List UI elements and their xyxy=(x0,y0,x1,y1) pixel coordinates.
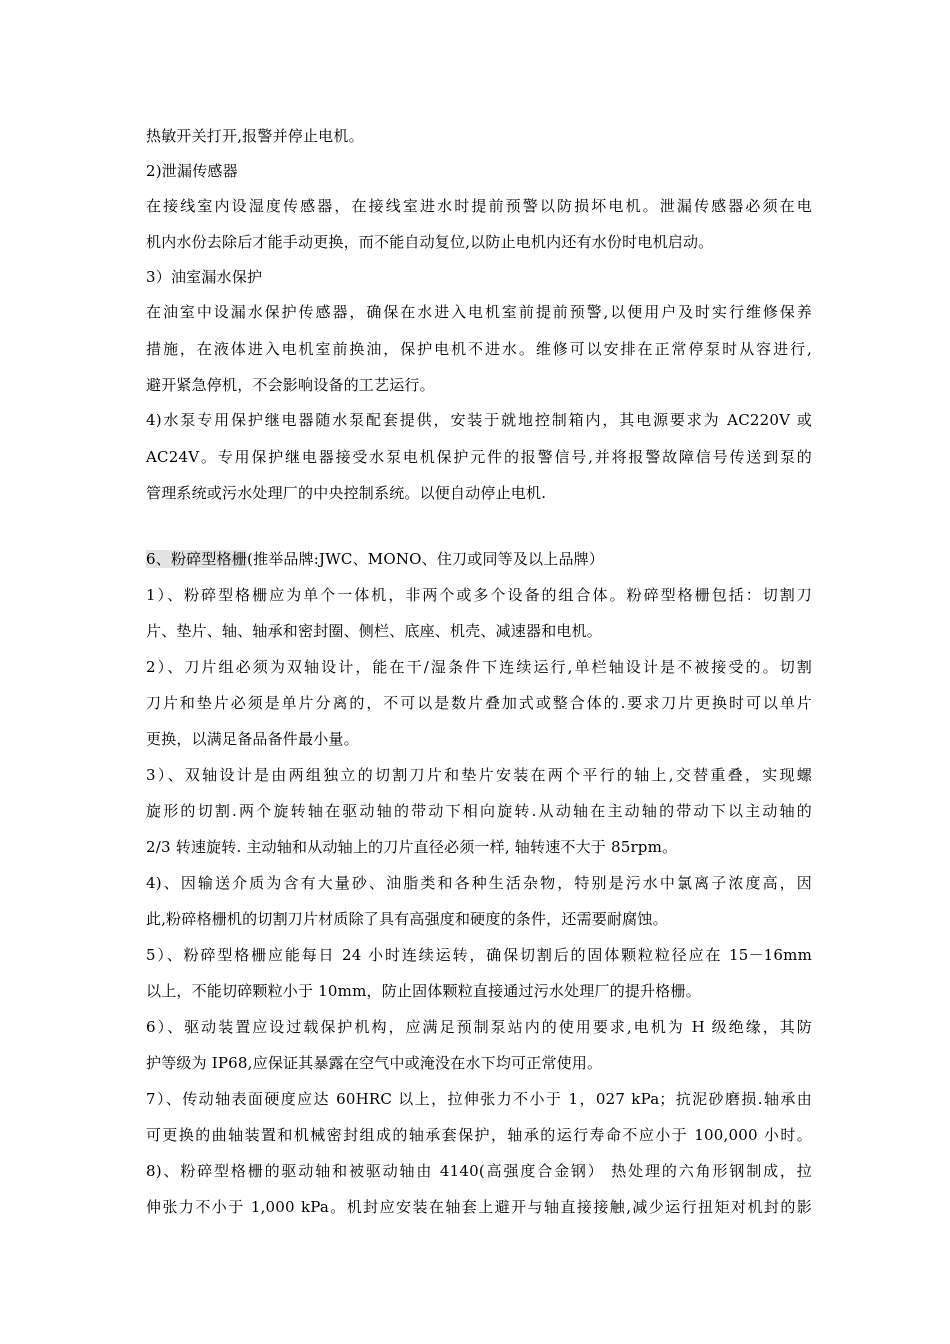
text-line: 刀片和垫片必须是单片分离的，不可以是数片叠加式或整合体的.要求刀片更换时可以单片 xyxy=(146,694,812,712)
text-line: 片、垫片、轴、轴承和密封圈、侧栏、底座、机壳、减速器和电机。 xyxy=(146,622,603,640)
heading-brands: (推举品牌:JWC、MONO、住刀或同等及以上品牌） xyxy=(246,550,605,568)
text-line: 以上，不能切碎颗粒小于 10mm，防止固体颗粒直接通过污水处理厂的提升格栅。 xyxy=(146,982,701,1000)
text-line: 8)、粉碎型格栅的驱动轴和被驱动轴由 4140(高强度合金钢） 热处理的六角形钢制成，拉 xyxy=(146,1162,812,1180)
text-line: 护等级为 IP68,应保证其暴露在空气中或淹没在水下均可正常使用。 xyxy=(146,1054,603,1072)
text-line: AC24V。专用保护继电器接受水泵电机保护元件的报警信号,并将报警故障信号传送到泵的 xyxy=(146,448,812,466)
subheading: 2)泄漏传感器 xyxy=(146,162,238,180)
text-line: 4)、因输送介质为含有大量砂、油脂类和各种生活杂物，特别是污水中氯离子浓度高，因 xyxy=(146,874,812,892)
text-line: 7）、传动轴表面硬度应达 60HRC 以上，拉伸张力不小于 1，027 kPa；抗泥砂磨损.轴承由 xyxy=(146,1090,812,1108)
text-line: 机内水份去除后才能手动更换，而不能自动复位,以防止电机内还有水份时电机启动。 xyxy=(146,233,714,251)
text-line: 此,粉碎格栅机的切割刀片材质除了具有高强度和硬度的条件，还需要耐腐蚀。 xyxy=(146,910,668,928)
text-line: 旋形的切割.两个旋转轴在驱动轴的带动下相向旋转.从动轴在主动轴的带动下以主动轴的 xyxy=(146,802,812,820)
text-line: 2）、刀片组必须为双轴设计，能在干/湿条件下连续运行,单栏轴设计是不被接受的。切割 xyxy=(146,658,812,676)
text-line: 在油室中设漏水保护传感器，确保在水进入电机室前提前预警,以便用户及时实行维修保养 xyxy=(146,303,812,321)
text-line: 4)水泵专用保护继电器随水泵配套提供，安装于就地控制箱内，其电源要求为 AC220V 或 xyxy=(146,411,812,429)
text-line: 5）、粉碎型格栅应能每日 24 小时连续运转，确保切割后的固体颗粒粒径应在 15－16mm xyxy=(146,946,812,964)
text-line: 热敏开关打开,报警并停止电机。 xyxy=(146,127,364,145)
text-line: 措施，在液体进入电机室前换油，保护电机不进水。维修可以安排在正常停泵时从容进行, xyxy=(146,340,812,358)
text-line: 可更换的曲轴装置和机械密封组成的轴承套保护，轴承的运行寿命不应小于 100,000 小时。 xyxy=(146,1126,812,1144)
text-line: 避开紧急停机，不会影响设备的工艺运行。 xyxy=(146,376,435,394)
text-line: 在接线室内设湿度传感器，在接线室进水时提前预警以防损坏电机。泄漏传感器必须在电 xyxy=(146,197,812,215)
text-line: 2/3 转速旋转. 主动轴和从动轴上的刀片直径必须一样, 轴转速不大于 85rpm。 xyxy=(146,838,678,856)
text-line: 6）、驱动装置应设过载保护机构，应满足预制泵站内的使用要求,电机为 H 级绝缘，其防 xyxy=(146,1018,812,1036)
section-heading xyxy=(146,549,812,569)
text-line: 管理系统或污水处理厂的中央控制系统。以便自动停止电机. xyxy=(146,484,547,502)
text-line: 伸张力不小于 1,000 kPa。机封应安装在轴套上避开与轴直接接触,减少运行扭矩对机封的影 xyxy=(146,1198,812,1216)
text-line: 1）、粉碎型格栅应为单个一体机，非两个或多个设备的组合体。粉碎型格栅包括：切割刀 xyxy=(146,586,812,604)
heading-highlight: 6、粉碎型格栅 xyxy=(146,550,247,568)
subheading: 3）油室漏水保护 xyxy=(146,268,263,286)
text-line: 3）、双轴设计是由两组独立的切割刀片和垫片安装在两个平行的轴上,交替重叠，实现螺 xyxy=(146,766,812,784)
text-line: 更换，以满足备品备件最小量。 xyxy=(146,730,359,748)
